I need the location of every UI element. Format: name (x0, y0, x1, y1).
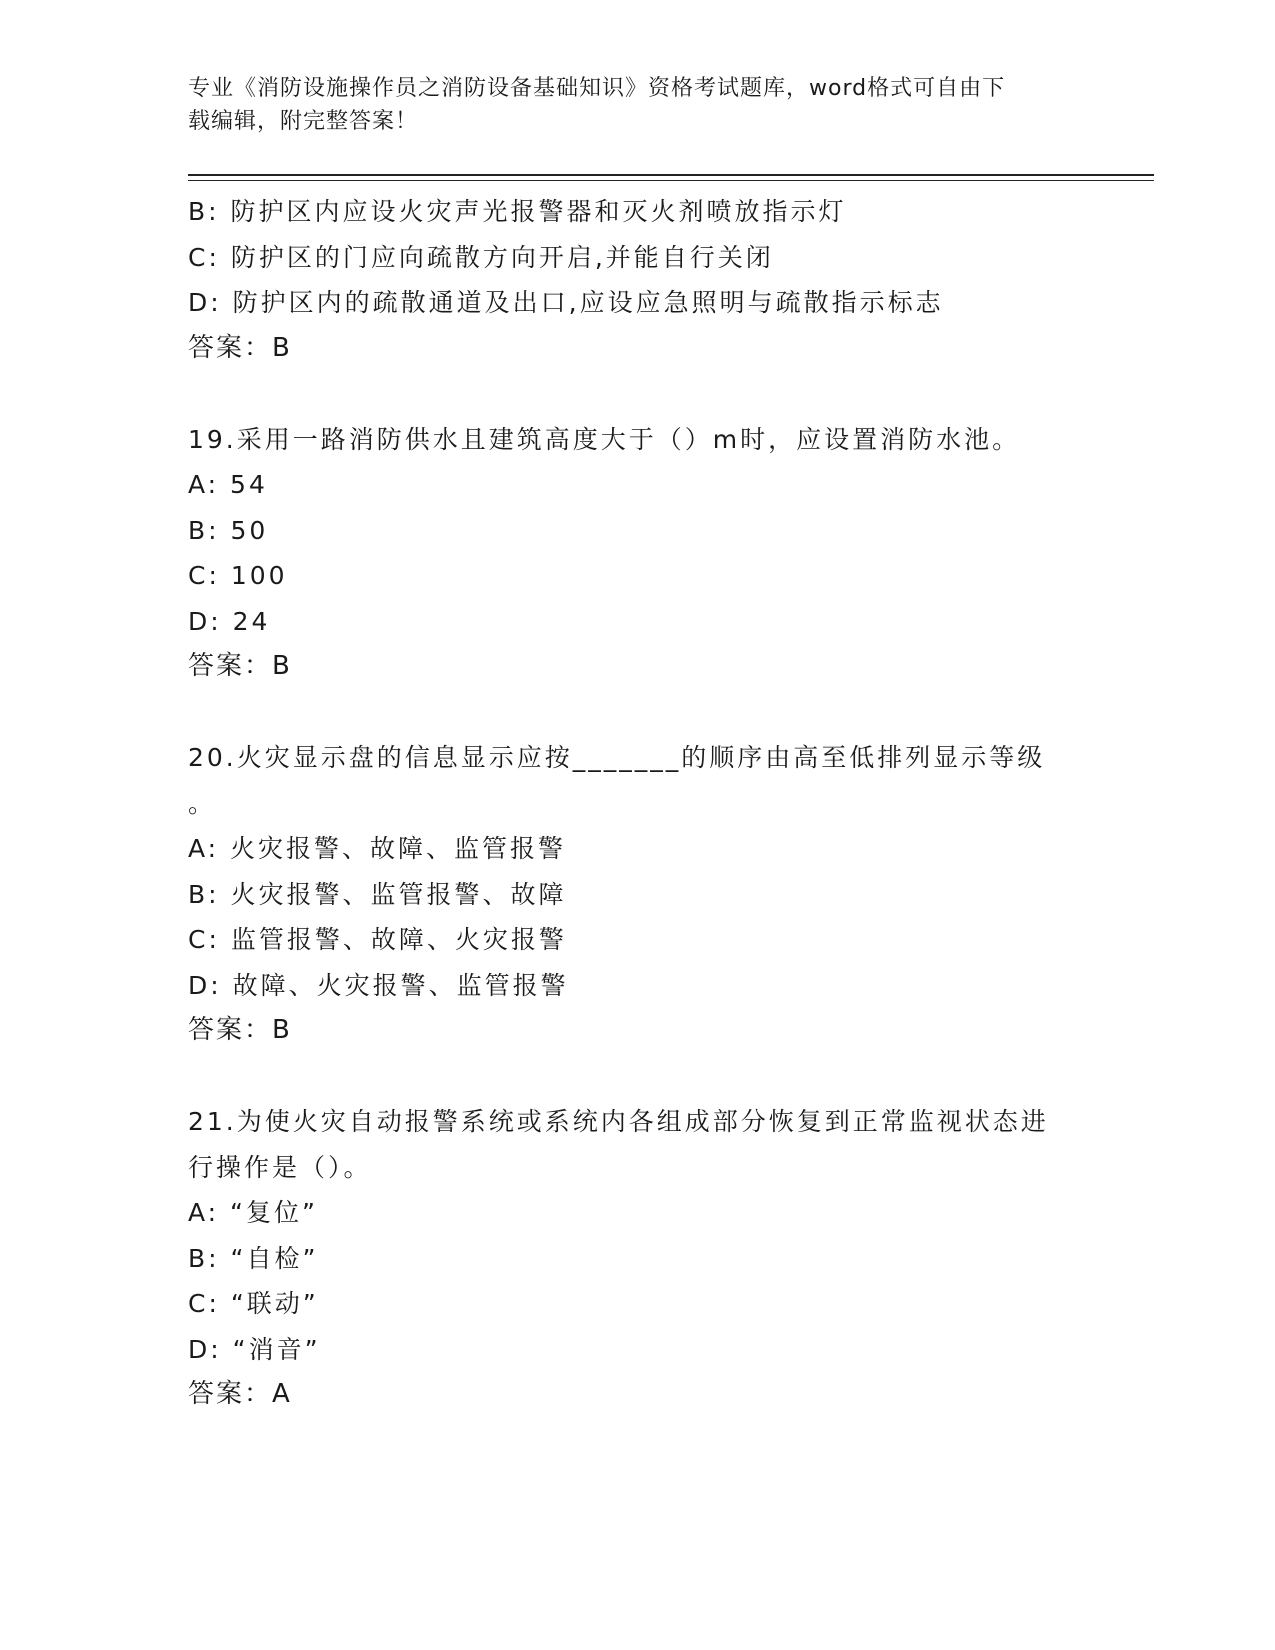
option-b: B: 火灾报警、监管报警、故障 (188, 879, 567, 909)
header-divider-thick (188, 174, 1154, 176)
option-b: B: “自检” (188, 1243, 319, 1273)
option-c: C: 防护区的门应向疏散方向开启,并能自行关闭 (188, 242, 774, 272)
option-b: B: 防护区内应设火灾声光报警器和灭火剂喷放指示灯 (188, 197, 847, 226)
option-d: D: 24 (188, 606, 271, 636)
option-c: C: 监管报警、故障、火灾报警 (188, 925, 567, 954)
answer-line: 答案：B (188, 1015, 292, 1045)
spacer (188, 1054, 1088, 1100)
option-d: D: 故障、火灾报警、监管报警 (188, 970, 569, 1000)
spacer (188, 371, 1088, 417)
option-b: B: 50 (188, 515, 269, 545)
document-header (188, 72, 1088, 138)
question-20 (188, 735, 1088, 1054)
question-content (188, 189, 1088, 1418)
question-stem-continued: 。 (188, 788, 217, 818)
prev-question-block (188, 189, 1088, 371)
header-title-line-1: 专业《消防设施操作员之消防设备基础知识》资格考试题库，word格式可自由下 (188, 76, 1006, 101)
question-stem-continued: 行操作是（）。 (188, 1152, 372, 1182)
option-a: A: 54 (188, 470, 268, 499)
option-c: C: “联动” (188, 1289, 319, 1318)
question-stem: 20.火灾显示盘的信息显示应按_______的顺序由高至低排列显示等级 (188, 743, 1046, 772)
option-a: A: “复位” (188, 1198, 318, 1227)
question-19 (188, 417, 1088, 690)
option-d: D: “消音” (188, 1334, 321, 1364)
header-title-line-2: 载编辑，附完整答案！ (188, 109, 419, 134)
answer-line: 答案：B (188, 332, 292, 363)
question-stem: 21.为使火灾自动报警系统或系统内各组成部分恢复到正常监视状态进 (188, 1107, 1049, 1136)
option-c: C: 100 (188, 561, 288, 590)
question-21 (188, 1099, 1088, 1418)
spacer (188, 690, 1088, 736)
answer-line: 答案：B (188, 651, 292, 681)
header-divider-thin (188, 180, 1154, 181)
option-d: D: 防护区内的疏散通道及出口,应设应急照明与疏散指示标志 (188, 288, 944, 317)
question-stem: 19.采用一路消防供水且建筑高度大于（）m时，应设置消防水池。 (188, 424, 1021, 454)
option-a: A: 火灾报警、故障、监管报警 (188, 834, 567, 863)
answer-line: 答案：A (188, 1379, 292, 1409)
